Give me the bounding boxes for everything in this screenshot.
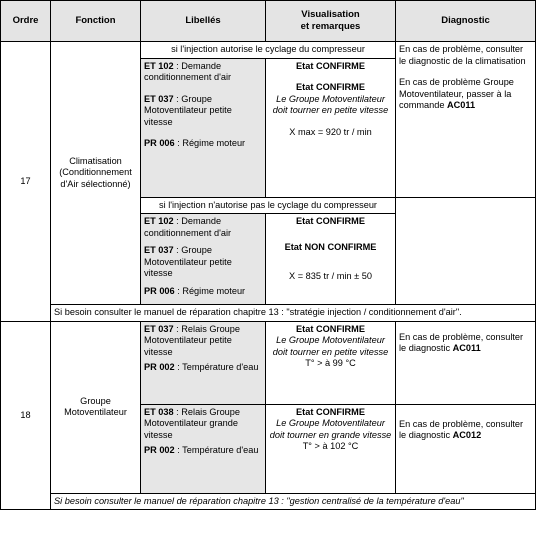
valeur-temperature: T° > à 102 °C — [302, 441, 359, 451]
diagnostic-17 — [396, 42, 536, 198]
valeur-pr006: X = 835 tr / min ± 50 — [289, 271, 372, 281]
command-code: AC011 — [447, 100, 476, 110]
row-18-note — [1, 493, 536, 510]
fonction-18-line2: Motoventilateur — [64, 407, 127, 417]
ordre-18: 18 — [1, 321, 51, 510]
condition-cyclage-autorise: si l'injection autorise le cyclage du compresseur — [141, 42, 396, 59]
remarque-et038: Le Groupe Motoventilateur doit tourner en grande vitesse — [269, 418, 392, 440]
libelle-et037: ET 037 : Relais Groupe Motoventilateur petite vitesse — [144, 323, 241, 357]
libelle-pr002: PR 002 : Température d'eau — [144, 362, 259, 372]
libelles-18-a — [141, 321, 266, 404]
fonction-17-line3: d'Air sélectionné) — [60, 178, 131, 189]
header-visualisation-line2: et remarques — [300, 21, 361, 32]
libelle-et102: ET 102 : Demande conditionnement d'air — [144, 216, 232, 238]
header-fonction: Fonction — [51, 1, 141, 42]
libelle-et102: ET 102 : Demande conditionnement d'air — [144, 60, 232, 82]
fonction-17-line1: Climatisation — [69, 155, 122, 166]
ordre-17: 17 — [1, 42, 51, 322]
diagnostic-18-a-text: En cas de problème, consulter le diagnostic AC011 — [399, 331, 524, 353]
libelle-et037: ET 037 : Groupe Motoventilateur petite vitesse — [144, 93, 232, 127]
etat-et037: Etat CONFIRME — [296, 323, 365, 334]
visualisation-17-b — [266, 214, 396, 305]
diagnostic-18-a — [396, 321, 536, 404]
libelle-pr006: PR 006 : Régime moteur — [144, 285, 246, 296]
diagnostic-18-b-text: En cas de problème, consulter le diagnostic AC012 — [399, 418, 524, 440]
fonction-17 — [51, 42, 141, 305]
header-visualisation — [266, 1, 396, 42]
header-libelles: Libellés — [141, 1, 266, 42]
visualisation-17-a — [266, 58, 396, 197]
header-visualisation-line1: Visualisation — [301, 9, 360, 21]
header-ordre: Ordre — [1, 1, 51, 42]
diagnostic-17-b: En cas de problème Groupe Motoventilateur, passer à la commande AC011 — [399, 77, 514, 110]
valeur-pr006: X max = 920 tr / min — [289, 126, 372, 137]
libelle-pr006: PR 006 : Régime moteur — [144, 138, 246, 148]
libelles-17-b — [141, 214, 266, 305]
diagnostic-17-empty — [396, 197, 536, 305]
row-17-cond-1 — [1, 42, 536, 59]
diagnostic-18-b — [396, 404, 536, 493]
diagnostic-17-a: En cas de problème, consulter le diagnostic de la climatisation — [399, 44, 526, 66]
etat-et038: Etat CONFIRME — [296, 406, 365, 417]
fonction-18-line1: Groupe — [80, 395, 111, 406]
note-17: Si besoin consulter le manuel de réparation chapitre 13 : "stratégie injection / conditionnement d'air". — [51, 305, 536, 322]
visualisation-18-b — [266, 404, 396, 493]
condition-cyclage-non-autorise: si l'injection n'autorise pas le cyclage du compresseur — [141, 197, 396, 214]
libelle-pr002: PR 002 : Température d'eau — [144, 445, 259, 455]
visualisation-18-a — [266, 321, 396, 404]
libelle-et037: ET 037 : Groupe Motoventilateur petite vitesse — [144, 245, 232, 278]
etat-et102: Etat CONFIRME — [296, 60, 365, 71]
remarque-et037: Le Groupe Motoventilateur doit tourner en petite vitesse — [272, 335, 389, 357]
header-diagnostic: Diagnostic — [396, 1, 536, 42]
etat-et037: Etat NON CONFIRME — [284, 241, 377, 252]
command-code: AC012 — [452, 430, 482, 440]
fonction-17-line2: (Conditionnement — [59, 167, 132, 178]
row-17-note — [1, 305, 536, 322]
row-18-a — [1, 321, 536, 404]
valeur-temperature: T° > à 99 °C — [305, 358, 356, 368]
fonction-18 — [51, 321, 141, 493]
libelle-et038: ET 038 : Relais Groupe Motoventilateur grande vitesse — [144, 406, 241, 440]
libelles-18-b — [141, 404, 266, 493]
etat-et037: Etat CONFIRME — [296, 82, 365, 92]
header-row — [1, 1, 536, 42]
note-18: Si besoin consulter le manuel de réparation chapitre 13 : "gestion centralisé de la température d'eau" — [51, 493, 536, 510]
libelles-17-a — [141, 58, 266, 197]
etat-et102: Etat CONFIRME — [296, 216, 365, 226]
remarque-et037: Le Groupe Motoventilateur doit tourner en petite vitesse — [272, 93, 389, 115]
command-code: AC011 — [452, 343, 481, 353]
